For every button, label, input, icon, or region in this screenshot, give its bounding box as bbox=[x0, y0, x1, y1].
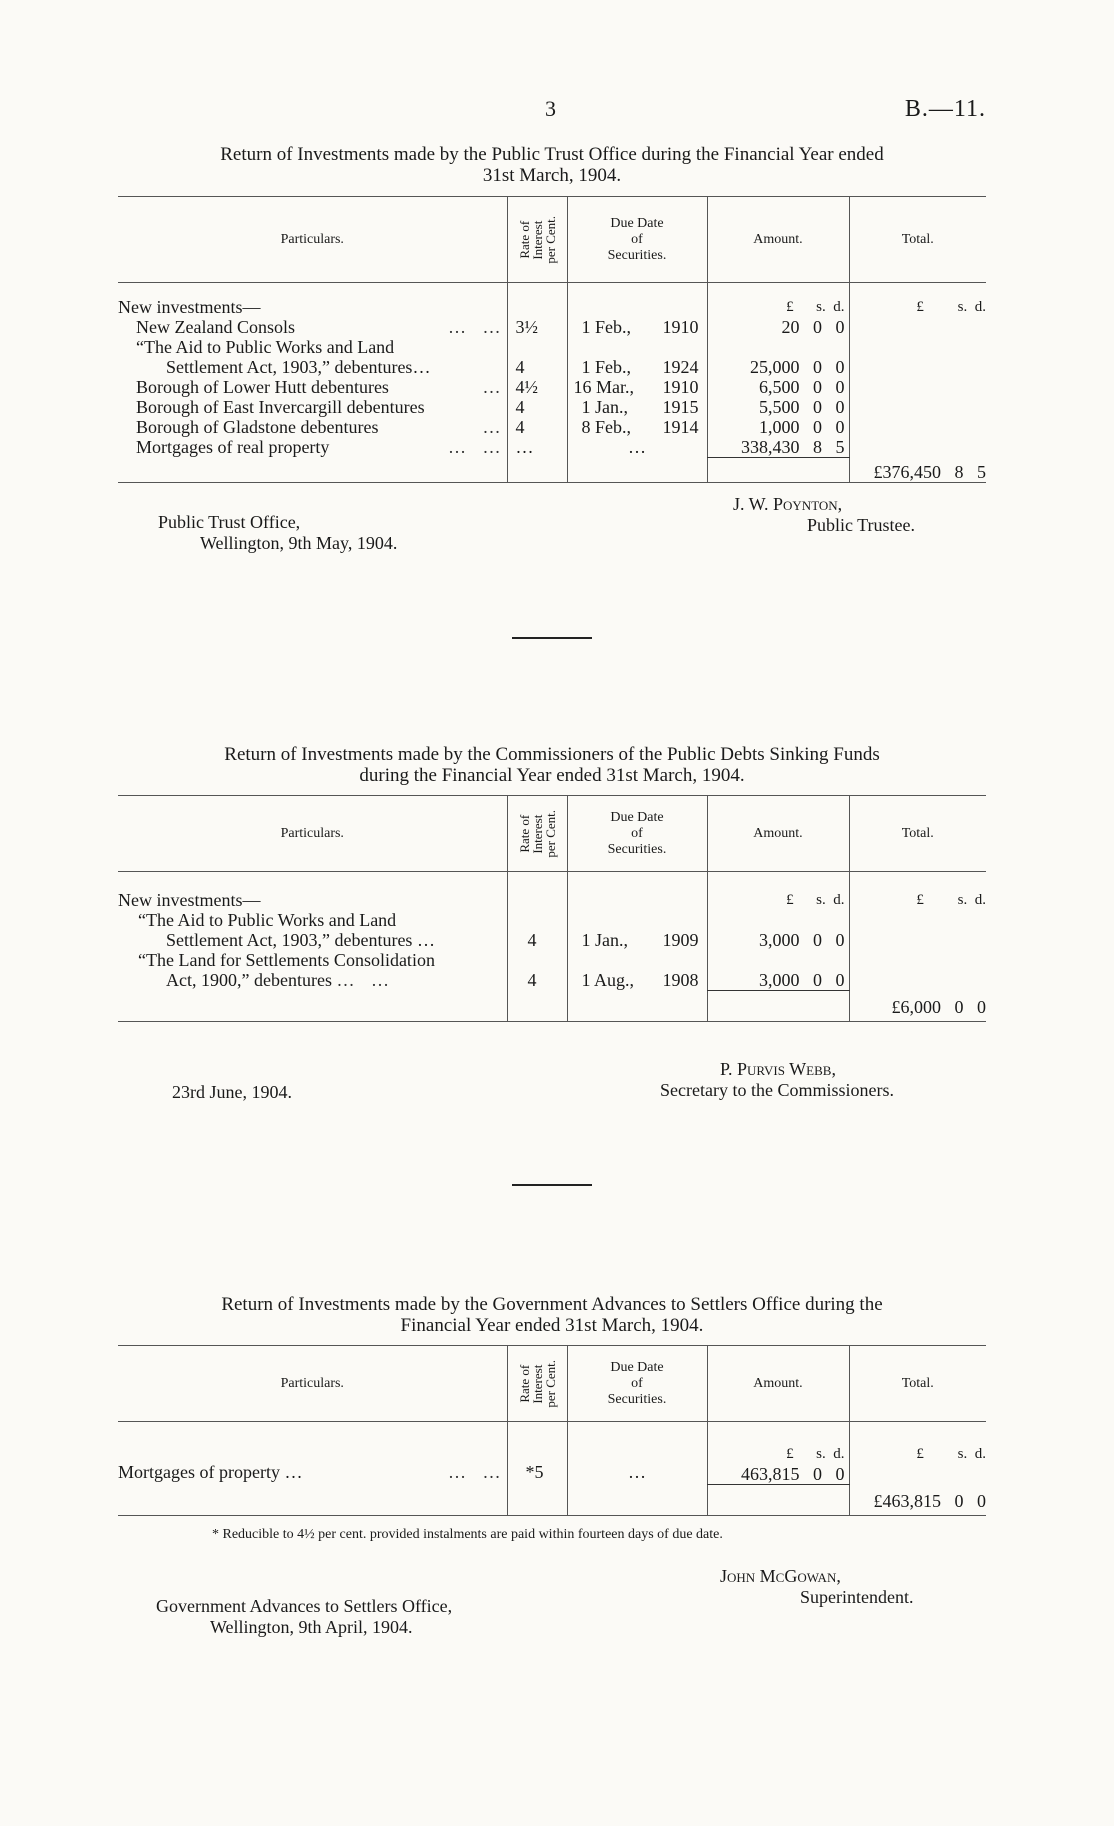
section1-title-line2: 31st March, 1904. bbox=[482, 165, 622, 186]
row-rate: 4 bbox=[507, 417, 567, 437]
section2-total: £6,000 0 0 bbox=[849, 991, 986, 1022]
header-amount: Amount. bbox=[707, 1346, 849, 1422]
header-total: Total. bbox=[849, 1346, 986, 1422]
header-amount: Amount. bbox=[707, 796, 849, 872]
row-due: 1 Jan., 1915 bbox=[567, 397, 707, 417]
section2-signature bbox=[660, 1059, 894, 1101]
footnote: * Reducible to 4½ per cent. provided instalments are paid within fourteen days of due date. bbox=[212, 1527, 723, 1542]
signatory-name: P. Purvis Webb, bbox=[720, 1059, 836, 1079]
section1-office: Public Trust Office, Wellington, 9th May, 1904. bbox=[158, 512, 398, 553]
row-amount: 1,000 0 0 bbox=[707, 417, 849, 437]
row-rate: 4 bbox=[507, 357, 567, 377]
header-rate: Rate of Interest per Cent. bbox=[507, 197, 567, 283]
row-due: 16 Mar., 1910 bbox=[567, 377, 707, 397]
row-rate: *5 bbox=[507, 1444, 567, 1485]
section1-signature bbox=[733, 494, 915, 536]
document-reference: B.—11. bbox=[904, 96, 986, 122]
section3-title-line2: Financial Year ended 31st March, 1904. bbox=[400, 1315, 704, 1336]
row-rate: 4 bbox=[507, 970, 567, 991]
section2-title-line1: Return of Investments made by the Commissioners of the Public Debts Sinking Funds bbox=[224, 744, 880, 765]
row-rate: 4 bbox=[507, 930, 567, 950]
row-amount: £ s. d. 463,815 0 0 bbox=[707, 1444, 849, 1485]
section3-total: £463,815 0 0 bbox=[849, 1485, 986, 1516]
row-rate: 4 bbox=[507, 397, 567, 417]
row-amount: 6,500 0 0 bbox=[707, 377, 849, 397]
section3-signature bbox=[720, 1566, 913, 1608]
row-particulars: Borough of East Invercargill debentures bbox=[136, 397, 425, 417]
table-row: Borough of Lower Hutt debentures … 4½ 16 Mar., 1910 6,500 0 0 bbox=[118, 377, 986, 397]
row-particulars-cont: Act, 1900,” debentures bbox=[166, 970, 332, 990]
signatory-title: Superintendent. bbox=[800, 1587, 914, 1607]
section-divider bbox=[512, 1184, 592, 1186]
row-particulars: Mortgages of real property bbox=[136, 437, 330, 457]
amount-units: £ s. d. bbox=[707, 890, 849, 910]
header-due-date: Due Date of Securities. bbox=[567, 1346, 707, 1422]
header-amount: Amount. bbox=[707, 197, 849, 283]
section3-office: Government Advances to Settlers Office, Wellington, 9th April, 1904. bbox=[156, 1596, 453, 1637]
table-row bbox=[118, 397, 986, 417]
table-row: Mortgages of real property … … … … 338,430 8 5 bbox=[118, 437, 986, 458]
row-amount: 3,000 0 0 bbox=[707, 930, 849, 950]
table-row bbox=[118, 910, 986, 930]
table-row: Borough of Gladstone debentures … 4 8 Feb., 1914 1,000 0 0 bbox=[118, 417, 986, 437]
header-total: Total. bbox=[849, 796, 986, 872]
table-row bbox=[118, 337, 986, 357]
header-rate: Rate of Interest per Cent. bbox=[507, 1346, 567, 1422]
section1-total: £376,450 8 5 bbox=[849, 458, 986, 483]
row-rate: … bbox=[507, 437, 567, 458]
row-particulars-cont: Settlement Act, 1903,” debentures bbox=[166, 357, 413, 377]
table-row: Act, 1900,” debentures … … 4 1 Aug., 1908 3,000 0 0 bbox=[118, 970, 986, 991]
page-number: 3 bbox=[545, 96, 556, 121]
table-row: Settlement Act, 1903,” debentures… 4 1 Feb., 1924 25,000 0 0 bbox=[118, 357, 986, 377]
header-rate: Rate of Interest per Cent. bbox=[507, 796, 567, 872]
table-row: New Zealand Consols … … 3½ 1 Feb., 1910 20 0 0 bbox=[118, 317, 986, 337]
row-due: … bbox=[567, 437, 707, 458]
table-row: Mortgages of property … … … *5 … £ s. d. 463,815 0 0 £ s. d. bbox=[118, 1446, 986, 1484]
section3-title bbox=[118, 1294, 986, 1336]
section1-title bbox=[118, 144, 986, 186]
row-particulars: “The Aid to Public Works and Land bbox=[136, 337, 395, 357]
signatory-title: Secretary to the Commissioners. bbox=[660, 1080, 894, 1100]
header-due-date: Due Date of Securities. bbox=[567, 796, 707, 872]
signatory-title: Public Trustee. bbox=[807, 515, 916, 535]
section3-table bbox=[118, 1345, 986, 1516]
row-particulars: “The Land for Settlements Consolidation bbox=[138, 950, 435, 970]
row-amount: 20 0 0 bbox=[707, 317, 849, 337]
section2-date: 23rd June, 1904. bbox=[172, 1082, 292, 1102]
row-due: 1 Feb., 1924 bbox=[567, 357, 707, 377]
row-due: 1 Aug., 1908 bbox=[567, 970, 707, 991]
row-rate: 4½ bbox=[507, 377, 567, 397]
row-amount: 338,430 8 5 bbox=[707, 437, 849, 458]
row-particulars: New Zealand Consols bbox=[136, 317, 295, 337]
header-particulars: Particulars. bbox=[118, 197, 507, 283]
section1-table bbox=[118, 196, 986, 483]
row-rate: 3½ bbox=[507, 317, 567, 337]
header-total: Total. bbox=[849, 197, 986, 283]
section1-title-line1: Return of Investments made by the Public Trust Office during the Financial Year ended bbox=[220, 144, 884, 165]
row-amount: 5,500 0 0 bbox=[707, 397, 849, 417]
total-units: £ s. d. bbox=[849, 1444, 986, 1485]
total-units: £ s. d. bbox=[849, 297, 986, 317]
signatory-name: J. W. Poynton, bbox=[733, 494, 843, 514]
row-due: 8 Feb., 1914 bbox=[567, 417, 707, 437]
section2-title-line2: during the Financial Year ended 31st March, 1904. bbox=[359, 765, 745, 786]
row-amount: 3,000 0 0 bbox=[707, 970, 849, 991]
row-due: … bbox=[567, 1444, 707, 1485]
section1-heading: New investments— bbox=[118, 297, 261, 317]
row-particulars: Mortgages of property … bbox=[118, 1462, 303, 1482]
table-row bbox=[118, 950, 986, 970]
row-particulars: Borough of Lower Hutt debentures bbox=[136, 377, 389, 397]
header-due-date: Due Date of Securities. bbox=[567, 197, 707, 283]
section-divider bbox=[512, 637, 592, 639]
section2-heading: New investments— bbox=[118, 890, 261, 910]
total-units: £ s. d. bbox=[849, 890, 986, 910]
table-row: Settlement Act, 1903,” debentures … 4 1 Jan., 1909 3,000 0 0 bbox=[118, 930, 986, 950]
row-due: 1 Jan., 1909 bbox=[567, 930, 707, 950]
section2-title bbox=[118, 744, 986, 786]
row-particulars: “The Aid to Public Works and Land bbox=[138, 910, 397, 930]
signatory-name: John McGowan, bbox=[720, 1566, 841, 1586]
amount-units: £ s. d. bbox=[707, 297, 849, 317]
row-due: 1 Feb., 1910 bbox=[567, 317, 707, 337]
header-particulars: Particulars. bbox=[118, 1346, 507, 1422]
header-particulars: Particulars. bbox=[118, 796, 507, 872]
row-particulars-cont: Settlement Act, 1903,” debentures bbox=[166, 930, 413, 950]
section2-table bbox=[118, 795, 986, 1022]
row-amount: 25,000 0 0 bbox=[707, 357, 849, 377]
row-particulars: Borough of Gladstone debentures bbox=[136, 417, 379, 437]
section3-title-line1: Return of Investments made by the Government Advances to Settlers Office during the bbox=[221, 1294, 883, 1315]
